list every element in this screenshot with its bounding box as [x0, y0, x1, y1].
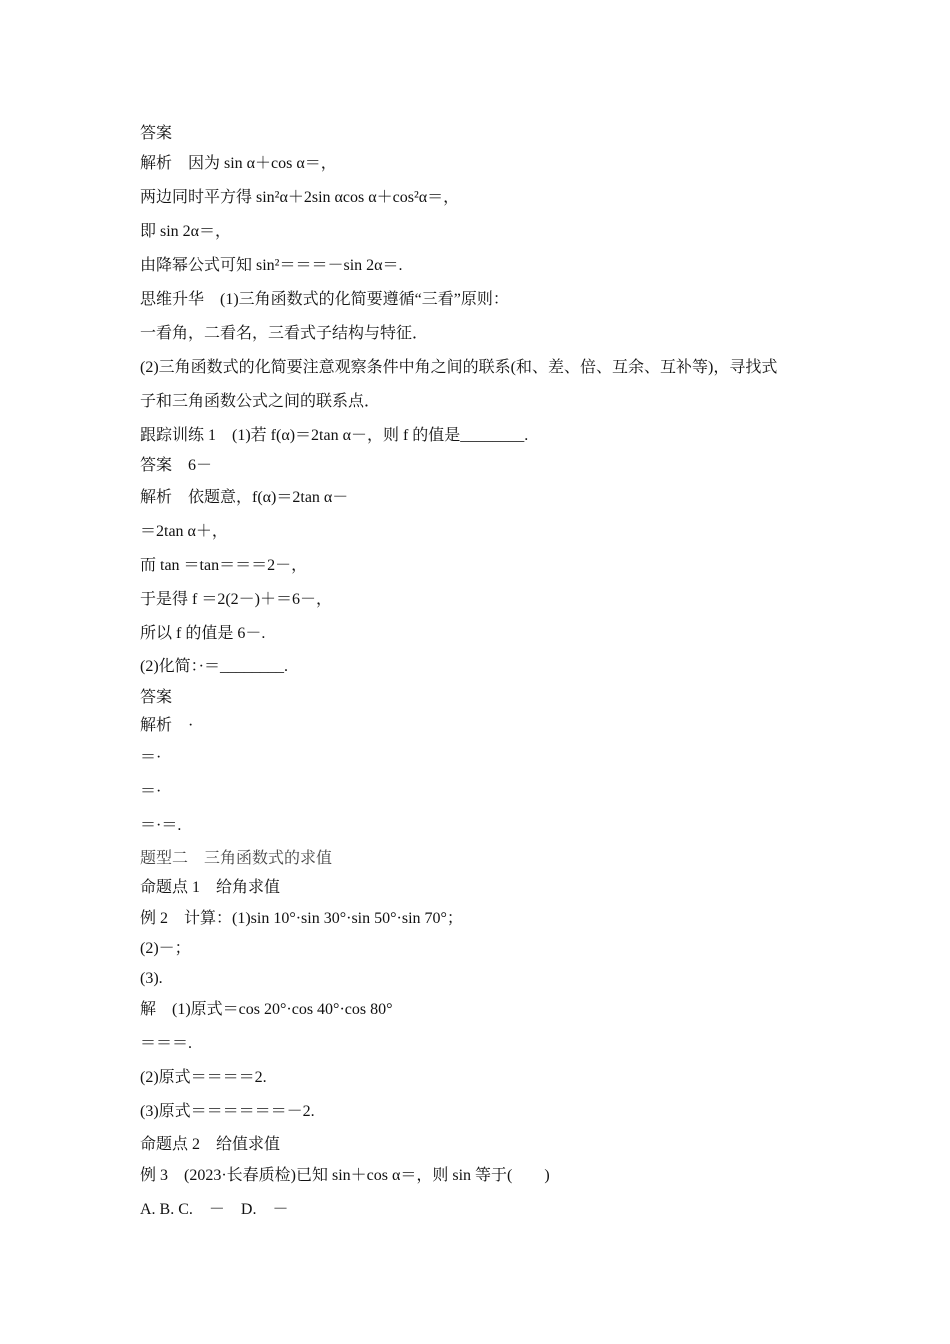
equation-line: 由降幂公式可知 sin²＝＝＝－sin 2α＝.: [140, 257, 403, 274]
analysis-line: 解析 ·: [140, 717, 194, 734]
equation-line: (3)原式＝＝＝＝＝＝－2.: [140, 1103, 315, 1120]
example-question: (2)－；: [140, 940, 191, 957]
answer-line: 答案 6－: [140, 457, 213, 474]
equation-line: ＝·: [140, 749, 162, 766]
equation-line: 所以 f 的值是 6－.: [140, 625, 266, 642]
summary-heading: 思维升华 (1)三角函数式的化简要遵循“三看”原则：: [140, 291, 509, 308]
analysis-line: 解析 因为 sin α＋cos α＝，: [140, 155, 337, 172]
answer-label: 答案: [140, 689, 173, 706]
example-question: 例 2 计算：(1)sin 10°·sin 30°·sin 50°·sin 70°；: [140, 910, 463, 927]
example-question: 例 3 (2023·长春质检)已知 sin＋cos α＝，则 sin 等于( ): [140, 1167, 550, 1184]
equation-line: ＝·: [140, 783, 162, 800]
example-question: (3).: [140, 970, 163, 987]
subsection-heading: 命题点 1 给角求值: [140, 879, 281, 896]
equation-line: ＝＝＝.: [140, 1035, 193, 1052]
solution-line: 解 (1)原式＝cos 20°·cos 40°·cos 80°: [140, 1001, 393, 1018]
equation-line: 而 tan ＝tan＝＝＝2－，: [140, 557, 308, 574]
analysis-line: 解析 依题意，f(α)＝2tan α－: [140, 489, 349, 506]
equation-line: 两边同时平方得 sin²α＋2sin αcos α＋cos²α＝，: [140, 189, 460, 206]
equation-line: 即 sin 2α＝，: [140, 223, 232, 240]
equation-line: ＝·＝.: [140, 817, 182, 834]
equation-line: ＝2tan α＋，: [140, 523, 228, 540]
exercise-question: (2)化简：·＝________.: [140, 658, 288, 675]
summary-text: 一看角，二看名，三看式子结构与特征．: [140, 325, 429, 342]
choice-options: A. B. C. － D. －: [140, 1201, 289, 1218]
section-heading: 题型二 三角函数式的求值: [140, 850, 333, 867]
equation-line: 于是得 f ＝2(2－)＋＝6－，: [140, 591, 332, 608]
equation-line: (2)原式＝＝＝＝2.: [140, 1069, 267, 1086]
subsection-heading: 命题点 2 给值求值: [140, 1136, 281, 1153]
exercise-question: 跟踪训练 1 (1)若 f(α)＝2tan α－，则 f 的值是________.: [140, 427, 529, 444]
summary-text: 子和三角函数公式之间的联系点．: [140, 393, 381, 410]
answer-label: 答案: [140, 125, 173, 142]
summary-text: (2)三角函数式的化简要注意观察条件中角之间的联系(和、差、倍、互余、互补等)，寻找式: [140, 359, 778, 376]
